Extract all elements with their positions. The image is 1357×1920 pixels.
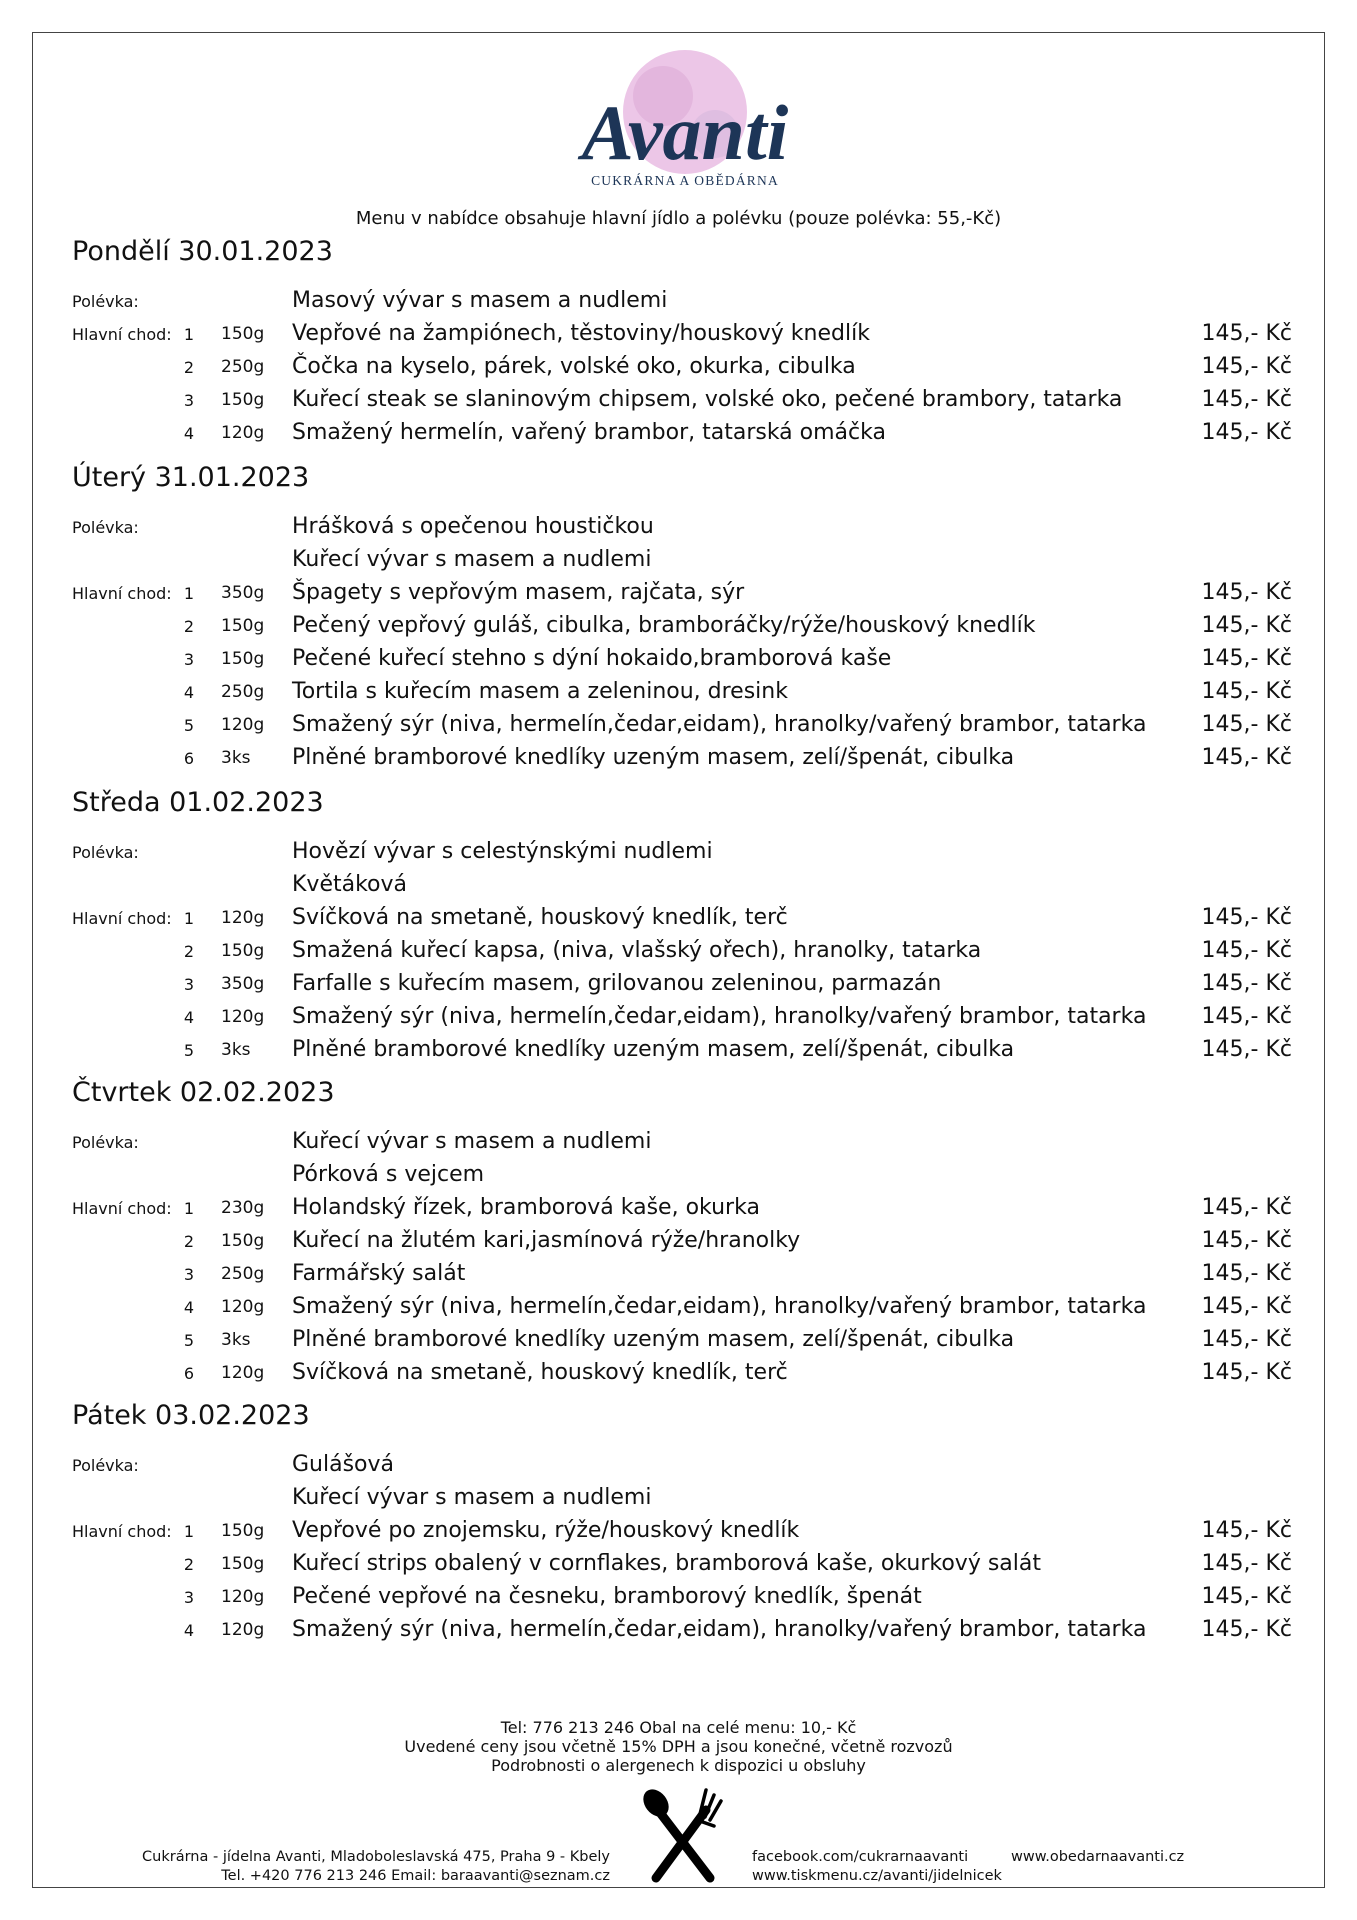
dish-price: 145,- Kč: [1201, 1518, 1292, 1543]
dish-weight: 250g: [221, 682, 265, 702]
dish-number: 5: [183, 1331, 194, 1350]
facebook-link[interactable]: facebook.com/cukrarnaavanti: [752, 1849, 969, 1865]
main-course-row: [0, 1037, 1357, 1065]
dish-number: 3: [183, 1588, 194, 1607]
dish-name: Svíčková na smetaně, houskový knedlík, terč: [292, 905, 788, 930]
main-course-label: Hlavní chod:: [72, 1199, 172, 1218]
main-course-row: [0, 1551, 1357, 1579]
dish-number: 4: [183, 1621, 194, 1640]
dish-number: 5: [183, 716, 194, 735]
dish-name: Smažený sýr (niva, hermelín,čedar,eidam), hranolky/vařený brambor, tatarka: [292, 1294, 1147, 1319]
soup-name: Kuřecí vývar s masem a nudlemi: [292, 547, 652, 572]
soup-label: Polévka:: [72, 843, 139, 862]
main-course-row: [0, 1584, 1357, 1612]
dish-number: 1: [183, 1199, 194, 1218]
main-course-row: [0, 613, 1357, 641]
dish-name: Vepřové na žampiónech, těstoviny/houskový knedlík: [292, 321, 870, 346]
dish-weight: 3ks: [221, 1330, 251, 1350]
main-course-row: [0, 745, 1357, 773]
dish-name: Smažený sýr (niva, hermelín,čedar,eidam), hranolky/vařený brambor, tatarka: [292, 1004, 1147, 1029]
dish-name: Smažený sýr (niva, hermelín,čedar,eidam), hranolky/vařený brambor, tatarka: [292, 1617, 1147, 1642]
main-course-row: [0, 1617, 1357, 1645]
contact-phone-email: Tel. +420 776 213 246 Email: baraavanti@seznam.cz: [221, 1868, 610, 1884]
dish-weight: 3ks: [221, 748, 251, 768]
dish-name: Kuřecí strips obalený v cornflakes, bramborová kaše, okurkový salát: [292, 1551, 1041, 1576]
soup-row: [0, 1485, 1357, 1513]
dish-name: Plněné bramborové knedlíky uzeným masem, zelí/špenát, cibulka: [292, 745, 1015, 770]
dish-number: 2: [183, 358, 194, 377]
website-link[interactable]: www.obedarnaavanti.cz: [1011, 1849, 1185, 1865]
dish-number: 3: [183, 975, 194, 994]
footer-allergen-note: Podrobnosti o alergenech k dispozici u obsluhy: [491, 1756, 866, 1775]
day-title: Pátek 03.02.2023: [72, 1400, 310, 1431]
main-course-row: [0, 1228, 1357, 1256]
dish-name: Smažený sýr (niva, hermelín,čedar,eidam), hranolky/vařený brambor, tatarka: [292, 712, 1147, 737]
dish-name: Pečené vepřové na česneku, bramborový knedlík, špenát: [292, 1584, 922, 1609]
dish-weight: 150g: [221, 616, 265, 636]
soup-name: Masový vývar s masem a nudlemi: [292, 288, 668, 313]
soup-name: Květáková: [292, 872, 408, 897]
main-course-row: [0, 905, 1357, 933]
dish-price: 145,- Kč: [1201, 321, 1292, 346]
main-course-row: [0, 321, 1357, 349]
dish-name: Farfalle s kuřecím masem, grilovanou zeleninou, parmazán: [292, 971, 942, 996]
main-course-row: [0, 1327, 1357, 1355]
dish-weight: 230g: [221, 1198, 265, 1218]
main-course-row: [0, 1004, 1357, 1032]
main-course-row: [0, 1518, 1357, 1546]
dish-weight: 350g: [221, 974, 265, 994]
dish-weight: 150g: [221, 1521, 265, 1541]
dish-weight: 120g: [221, 1007, 265, 1027]
soup-row: [0, 288, 1357, 316]
dish-weight: 120g: [221, 1620, 265, 1640]
dish-name: Holandský řízek, bramborová kaše, okurka: [292, 1195, 760, 1220]
dish-name: Kuřecí na žlutém kari,jasmínová rýže/hranolky: [292, 1228, 801, 1253]
dish-name: Pečené kuřecí stehno s dýní hokaido,bramborová kaše: [292, 646, 892, 671]
dish-number: 2: [183, 1555, 194, 1574]
dish-price: 145,- Kč: [1201, 1551, 1292, 1576]
soup-label: Polévka:: [72, 1456, 139, 1475]
main-course-row: [0, 354, 1357, 382]
dish-price: 145,- Kč: [1201, 1037, 1292, 1062]
day-title: Středa 01.02.2023: [72, 787, 324, 818]
dish-name: Smažená kuřecí kapsa, (niva, vlašský ořech), hranolky, tatarka: [292, 938, 982, 963]
dish-price: 145,- Kč: [1201, 646, 1292, 671]
dish-name: Pečený vepřový guláš, cibulka, bramboráčky/rýže/houskový knedlík: [292, 613, 1036, 638]
dish-price: 145,- Kč: [1201, 971, 1292, 996]
main-course-row: [0, 712, 1357, 740]
dish-price: 145,- Kč: [1201, 420, 1292, 445]
menu-intro: Menu v nabídce obsahuje hlavní jídlo a polévku (pouze polévka: 55,-Kč): [355, 208, 1002, 229]
dish-weight: 150g: [221, 390, 265, 410]
soup-name: Kuřecí vývar s masem a nudlemi: [292, 1129, 652, 1154]
dish-price: 145,- Kč: [1201, 1294, 1292, 1319]
dish-weight: 120g: [221, 715, 265, 735]
dish-price: 145,- Kč: [1201, 387, 1292, 412]
day-title: Úterý 31.01.2023: [72, 462, 310, 493]
soup-row: [0, 872, 1357, 900]
dish-price: 145,- Kč: [1201, 938, 1292, 963]
main-course-label: Hlavní chod:: [72, 325, 172, 344]
main-course-row: [0, 971, 1357, 999]
dish-weight: 150g: [221, 649, 265, 669]
dish-weight: 120g: [221, 423, 265, 443]
soup-name: Hrášková s opečenou houstičkou: [292, 514, 654, 539]
soup-name: Hovězí vývar s celestýnskými nudlemi: [292, 839, 713, 864]
logo-subtitle: CUKRÁRNA A OBĚDÁRNA: [591, 173, 779, 188]
dish-name: Plněné bramborové knedlíky uzeným masem, zelí/špenát, cibulka: [292, 1037, 1015, 1062]
main-course-row: [0, 420, 1357, 448]
dish-weight: 120g: [221, 908, 265, 928]
dish-name: Tortila s kuřecím masem a zeleninou, dresink: [292, 679, 788, 704]
main-course-label: Hlavní chod:: [72, 1522, 172, 1541]
dish-weight: 150g: [221, 1554, 265, 1574]
dish-price: 145,- Kč: [1201, 613, 1292, 638]
dish-price: 145,- Kč: [1201, 1228, 1292, 1253]
main-course-row: [0, 679, 1357, 707]
soup-name: Gulášová: [292, 1452, 395, 1477]
dish-weight: 120g: [221, 1297, 265, 1317]
main-course-row: [0, 580, 1357, 608]
dish-number: 4: [183, 683, 194, 702]
dish-number: 4: [183, 1008, 194, 1027]
main-course-row: [0, 387, 1357, 415]
soup-row: [0, 1452, 1357, 1480]
dish-weight: 150g: [221, 1231, 265, 1251]
dish-name: Smažený hermelín, vařený brambor, tatarská omáčka: [292, 420, 886, 445]
dish-number: 4: [183, 1298, 194, 1317]
soup-row: [0, 839, 1357, 867]
dish-weight: 120g: [221, 1363, 265, 1383]
soup-row: [0, 547, 1357, 575]
dish-name: Kuřecí steak se slaninovým chipsem, volské oko, pečené brambory, tatarka: [292, 387, 1123, 412]
dish-number: 2: [183, 617, 194, 636]
dish-weight: 3ks: [221, 1040, 251, 1060]
contact-address-block: [140, 1848, 610, 1886]
dish-weight: 120g: [221, 1587, 265, 1607]
footer-info: [0, 1718, 1357, 1775]
dish-weight: 150g: [221, 941, 265, 961]
dish-price: 145,- Kč: [1201, 679, 1292, 704]
avanti-logo: [555, 44, 815, 204]
dish-price: 145,- Kč: [1201, 1360, 1292, 1385]
logo-wordmark: Avanti: [581, 89, 789, 176]
dish-number: 3: [183, 1265, 194, 1284]
website-block: [1011, 1848, 1184, 1867]
main-course-row: [0, 646, 1357, 674]
dish-price: 145,- Kč: [1201, 1617, 1292, 1642]
soup-label: Polévka:: [72, 292, 139, 311]
dish-name: Čočka na kyselo, párek, volské oko, okurka, cibulka: [292, 354, 856, 379]
soup-row: [0, 514, 1357, 542]
main-course-row: [0, 1360, 1357, 1388]
main-course-row: [0, 938, 1357, 966]
cutlery-icon: [640, 1786, 726, 1886]
dish-name: Farmářský salát: [292, 1261, 466, 1286]
dish-weight: 250g: [221, 1264, 265, 1284]
main-course-label: Hlavní chod:: [72, 909, 172, 928]
soup-name: Kuřecí vývar s masem a nudlemi: [292, 1485, 652, 1510]
main-course-row: [0, 1195, 1357, 1223]
footer-phone-packaging: Tel: 776 213 246 Obal na celé menu: 10,- Kč: [500, 1718, 857, 1737]
dish-number: 2: [183, 1232, 194, 1251]
soup-label: Polévka:: [72, 1133, 139, 1152]
main-course-row: [0, 1294, 1357, 1322]
dish-price: 145,- Kč: [1201, 354, 1292, 379]
dish-price: 145,- Kč: [1201, 1261, 1292, 1286]
day-title: Pondělí 30.01.2023: [72, 236, 333, 267]
soup-row: [0, 1162, 1357, 1190]
main-course-label: Hlavní chod:: [72, 584, 172, 603]
dish-number: 6: [183, 749, 194, 768]
dish-price: 145,- Kč: [1201, 1327, 1292, 1352]
dish-number: 1: [183, 909, 194, 928]
dish-name: Špagety s vepřovým masem, rajčata, sýr: [292, 580, 745, 605]
dish-price: 145,- Kč: [1201, 1004, 1292, 1029]
dish-name: Plněné bramborové knedlíky uzeným masem, zelí/špenát, cibulka: [292, 1327, 1015, 1352]
dish-name: Vepřové po znojemsku, rýže/houskový knedlík: [292, 1518, 800, 1543]
dish-price: 145,- Kč: [1201, 1584, 1292, 1609]
dish-number: 1: [183, 584, 194, 603]
dish-number: 1: [183, 1522, 194, 1541]
soup-label: Polévka:: [72, 518, 139, 537]
dish-number: 4: [183, 424, 194, 443]
dish-price: 145,- Kč: [1201, 745, 1292, 770]
dish-number: 5: [183, 1041, 194, 1060]
footer-vat-note: Uvedené ceny jsou včetně 15% DPH a jsou konečné, včetně rozvozů: [404, 1737, 953, 1756]
dish-price: 145,- Kč: [1201, 905, 1292, 930]
dish-number: 1: [183, 325, 194, 344]
tiskmenu-link[interactable]: www.tiskmenu.cz/avanti/jidelnicek: [752, 1868, 1002, 1884]
soup-row: [0, 1129, 1357, 1157]
dish-price: 145,- Kč: [1201, 712, 1292, 737]
soup-name: Pórková s vejcem: [292, 1162, 485, 1187]
dish-weight: 350g: [221, 583, 265, 603]
dish-price: 145,- Kč: [1201, 1195, 1292, 1220]
dish-weight: 150g: [221, 324, 265, 344]
dish-price: 145,- Kč: [1201, 580, 1292, 605]
dish-number: 6: [183, 1364, 194, 1383]
dish-name: Svíčková na smetaně, houskový knedlík, terč: [292, 1360, 788, 1385]
dish-number: 3: [183, 650, 194, 669]
dish-weight: 250g: [221, 357, 265, 377]
dish-number: 2: [183, 942, 194, 961]
day-title: Čtvrtek 02.02.2023: [72, 1077, 335, 1108]
main-course-row: [0, 1261, 1357, 1289]
contact-links: [752, 1848, 1002, 1886]
dish-number: 3: [183, 391, 194, 410]
contact-address: Cukrárna - jídelna Avanti, Mladoboleslavská 475, Praha 9 - Kbely: [142, 1849, 610, 1865]
